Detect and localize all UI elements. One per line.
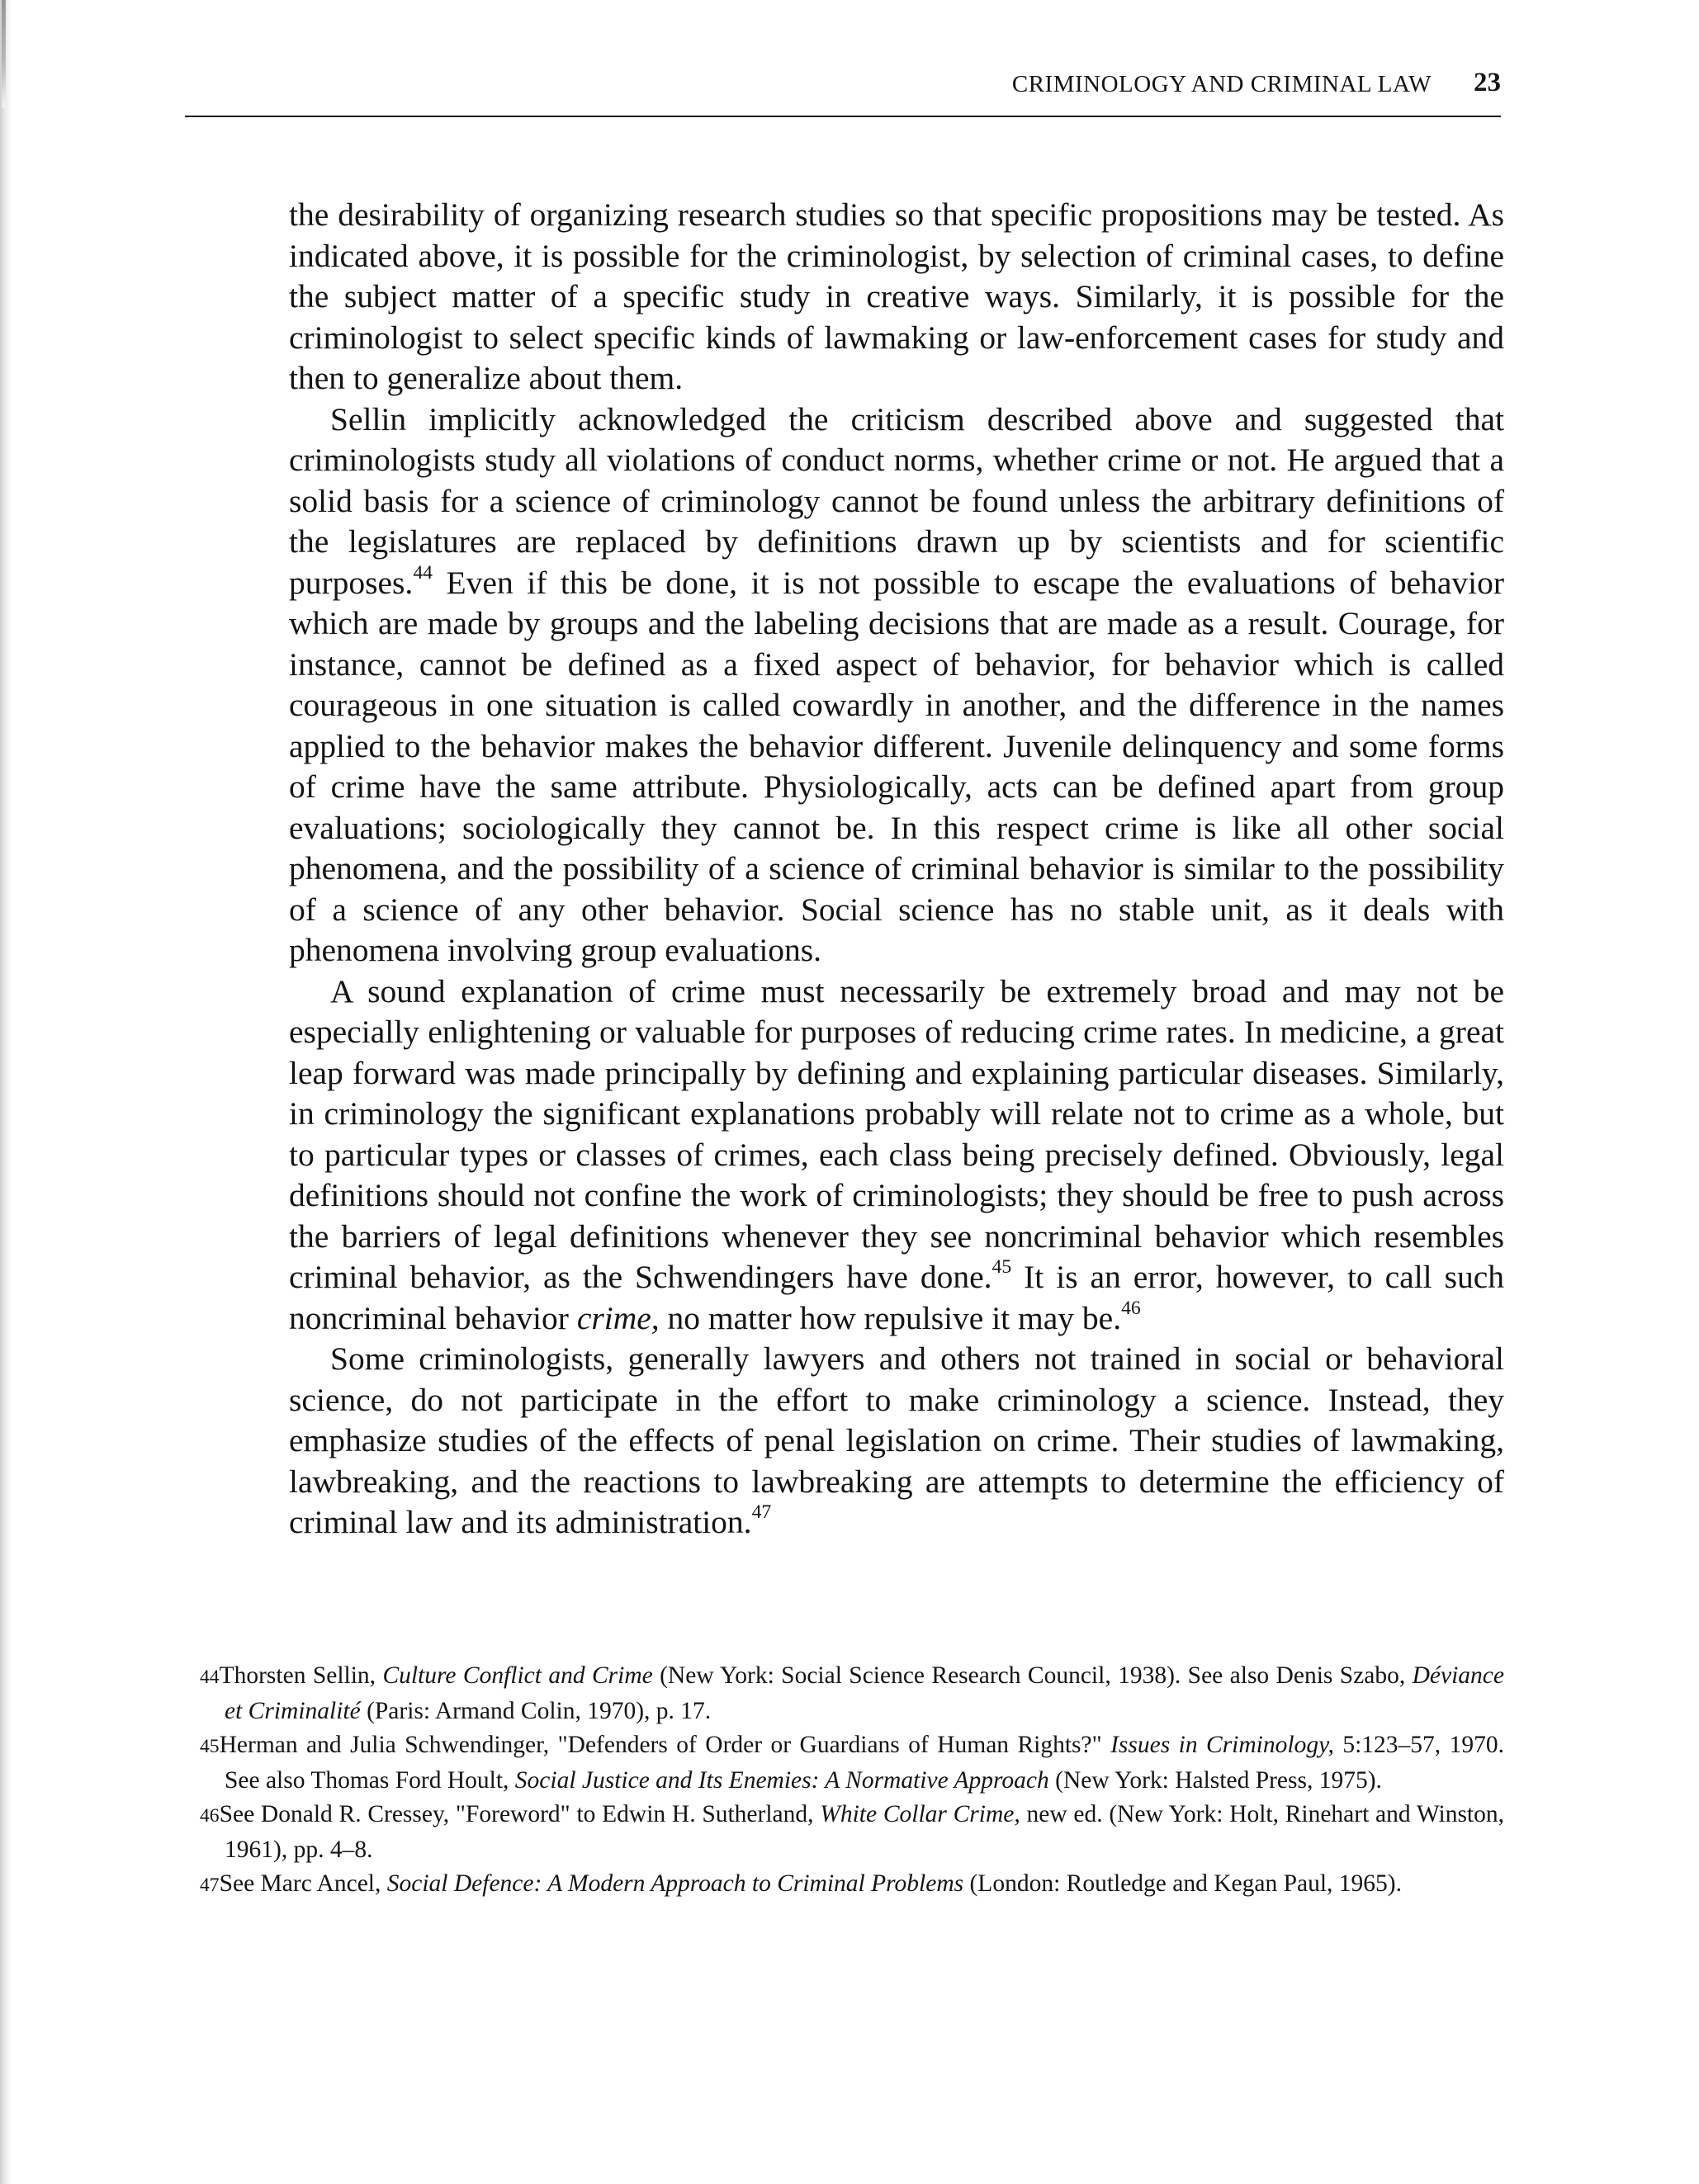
footnote-44: 44Thorsten Sellin, Culture Conflict and Crime (New York: Social Science Research Council, 1938). See also Denis Szabo, Déviance et Criminalité (Paris: Armand Colin, 1970), p. 17. [200,1662,1504,1724]
emphasis-crime: crime, [576,1299,660,1336]
footnote-ref-45: 45 [991,1256,1012,1279]
paragraph-2: Sellin implicitly acknowledged the criticism described above and suggested that criminologists study all violations of conduct norms, whether crime or not. He argued that a solid basis for a science of criminology cannot be found unless the arbitrary definitions of the legislatures are replaced by definitions drawn up by scientists and for scientific purposes.$^{44}$ Even if this be done, it is not possible to escape the evaluations of behavior which are made by groups and the labeling decisions that are made as a result. Courage, for instance, cannot be defined as a fixed aspect of behavior, for behavior which is called courageous in one situation is called cowardly in another, and the difference in the names applied to the behavior makes the behavior different. Juvenile delinquency and some forms of crime have the same attribute. Physiologically, acts can be defined apart from group evaluations; sociologically they cannot be. In this respect crime is like all other social phenomena, and the possibility of a science of criminal behavior is similar to the possibility of a science of any other behavior. Social science has no stable unit, as it deals with phenomena involving group evaluations. [289,400,1504,968]
header-rule [185,116,1501,117]
footnote-ref-46: 46 [1121,1297,1141,1319]
page-number: 23 [1474,68,1501,97]
scan-binding-mark [2,0,6,107]
paragraph-4: Some criminologists, generally lawyers and others not trained in social or behavioral science, do not participate in the effort to make criminology a science. Instead, they emphasize studies of the effects of penal legislation on crime. Their studies of lawmaking, lawbreaking, and the reactions to lawbreaking are attempts to determine the efficiency of criminal law and its administration.$^{47}$ [289,1340,1504,1540]
paragraph-3: A sound explanation of crime must necessarily be extremely broad and may not be especially enlightening or valuable for purposes of reducing crime rates. In medicine, a great leap forward was made principally by defining and explaining particular diseases. Similarly, in criminology the significant explanations probably will relate not to crime as a whole, but to particular types or classes of crimes, each class being precisely defined. Obviously, legal definitions should not confine the work of criminologists; they should be free to push across the barriers of legal definitions whenever they see noncriminal behavior which resembles criminal behavior, as the Schwendingers have done.$^{45}$ It is an error, however, to call such noncriminal behavior crime, no matter how repulsive it may be.$^{46}$ [289,972,1504,1336]
footnote-ref-47: 47 [751,1501,772,1524]
footnote-47: 47See Marc Ancel, Social Defence: A Modern Approach to Criminal Problems (London: Routledge and Kegan Paul, 1965). [200,1870,1403,1897]
scan-edge-shadow [0,0,12,2184]
footnote-ref-44: 44 [413,561,433,584]
footnote-45: 45Herman and Julia Schwendinger, "Defenders of Order or Guardians of Human Rights?" Issues in Criminology, 5:123–57, 1970. See also Thomas Ford Hoult, Social Justice and Its Enemies: A Normative Approach (New York: Halsted Press, 1975). [200,1732,1504,1794]
paragraph-1: the desirability of organizing research studies so that specific propositions may be tested. As indicated above, it is possible for the criminologist, by selection of criminal cases, to define the subject matter of a specific study in creative ways. Similarly, it is possible for the criminologist to select specific kinds of lawmaking or law-enforcement cases for study and then to generalize about them. [289,196,1504,396]
page-header [185,66,1501,107]
footnote-46: 46See Donald R. Cressey, "Foreword" to Edwin H. Sutherland, White Collar Crime, new ed. (New York: Holt, Rinehart and Winston, 1961), pp. 4–8. [200,1801,1504,1863]
footnotes [200,1659,1504,1903]
body-text [289,195,1504,1543]
running-head: CRIMINOLOGY AND CRIMINAL LAW [1011,71,1432,97]
